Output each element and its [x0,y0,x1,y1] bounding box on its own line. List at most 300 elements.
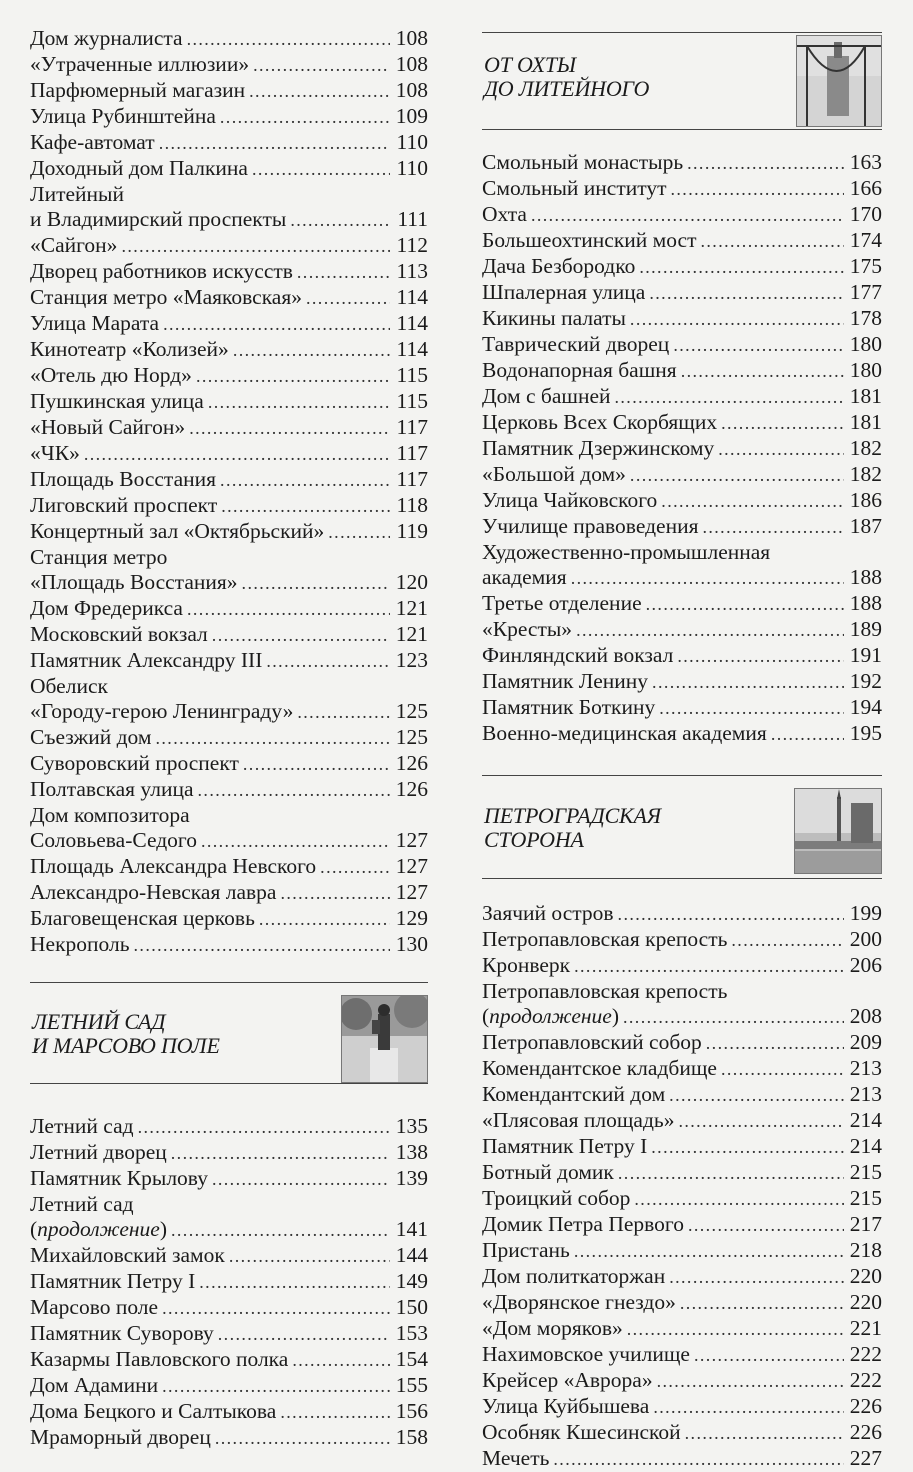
dot-leader [306,286,390,311]
dot-leader [669,1265,844,1290]
toc-entry-title: Комендантское кладбище [482,1056,717,1080]
toc-entry[interactable] [482,901,882,927]
toc-entry[interactable] [482,1316,882,1342]
toc-page-number: 114 [396,337,428,361]
dot-leader [215,1426,390,1451]
toc-page-number: 111 [397,207,428,231]
dot-leader [280,1400,390,1425]
toc-entry[interactable] [30,467,428,493]
dot-leader [297,260,390,285]
dot-leader [162,1296,390,1321]
dot-leader [199,1270,390,1295]
toc-page-number: 220 [849,1264,882,1288]
dot-leader [630,307,844,332]
toc-entry-title-line: Художественно-промышленная [482,540,771,564]
toc-entry-title: «Площадь Восстания» [30,570,238,594]
toc-entry[interactable] [482,306,882,332]
toc-entry[interactable] [30,828,428,854]
dot-leader [138,1115,390,1140]
dot-leader [661,489,844,514]
section-ot-ohty [482,32,882,130]
toc-page-number: 199 [849,901,882,925]
toc-entry[interactable] [30,622,428,648]
dot-leader [156,726,391,751]
dot-leader [212,623,390,648]
dot-leader [651,1135,844,1160]
toc-entry[interactable] [482,1030,882,1056]
dot-leader [553,1447,844,1472]
toc-entry[interactable] [482,1420,882,1446]
toc-entry[interactable] [30,906,428,932]
toc-entry[interactable] [30,932,428,958]
toc-entry-title: Улица Марата [30,311,160,335]
toc-entry-title: Соловьева-Седого [30,828,197,852]
toc-entry[interactable] [482,332,882,358]
toc-entry[interactable] [482,1160,882,1186]
toc-entry[interactable] [30,363,428,389]
toc-entry-title: Площадь Восстания [30,467,217,491]
dot-leader [706,1031,844,1056]
toc-page-number: 121 [395,596,428,620]
dot-leader [266,649,390,674]
toc-entry[interactable] [30,389,428,415]
toc-page-number: 141 [395,1217,428,1241]
toc-page-number: 113 [396,259,428,283]
toc-page-number: 126 [395,777,428,801]
toc-page-number: 125 [395,699,428,723]
toc-entry[interactable] [482,1108,882,1134]
toc-entry-title: Кикины палаты [482,306,626,330]
toc-entry[interactable] [30,285,428,311]
toc-entry-title: Памятник Петру I [30,1269,196,1293]
dot-leader [615,385,845,410]
toc-page-number: 209 [849,1030,882,1054]
toc-page-number: 109 [395,104,428,128]
toc-page-number: 110 [396,130,428,154]
toc-page-number: 114 [396,285,428,309]
toc-entry-title: Большеохтинский мост [482,228,697,252]
toc-entry-title: Лиговский проспект [30,493,218,517]
toc-entry[interactable] [30,52,428,78]
toc-entry[interactable] [482,1212,882,1238]
toc-page-number: 186 [849,488,882,512]
toc-page-number: 191 [849,643,882,667]
toc-entry[interactable] [482,150,882,176]
toc-entry-title: Дом политкаторжан [482,1264,666,1288]
dot-leader [162,1374,390,1399]
toc-page-number: 154 [395,1347,428,1371]
toc-entry-title: академия [482,565,567,589]
toc-entry[interactable] [30,699,428,725]
toc-entry-title: «Плясовая площадь» [482,1108,675,1132]
dot-leader [189,416,390,441]
toc-entry-title: Улица Рубинштейна [30,104,216,128]
toc-entry-title: Съезжий дом [30,725,152,749]
dot-leader [694,1343,844,1368]
toc-entry-title: Дом Адамини [30,1373,159,1397]
toc-entry-title: Смольный институт [482,176,667,200]
toc-entry-title: Дача Безбородко [482,254,636,278]
toc-entry[interactable] [482,669,882,695]
dot-leader [220,105,390,130]
toc-entry-title: Улица Куйбышева [482,1394,650,1418]
toc-entry-title: «Сайгон» [30,233,118,257]
toc-entry-title: Дома Бецкого и Салтыкова [30,1399,277,1423]
toc-page-number: 155 [395,1373,428,1397]
toc-entry[interactable] [30,26,428,52]
toc-entry-title: Суворовский проспект [30,751,239,775]
dot-leader [701,229,845,254]
toc-page-number: 127 [395,854,428,878]
toc-entry[interactable] [482,1368,882,1394]
toc-page-number: 208 [849,1004,882,1028]
toc-entry-title: Дворец работников искусств [30,259,293,283]
toc-entry-title: Крейсер «Аврора» [482,1368,653,1392]
toc-page-number: 149 [395,1269,428,1293]
toc-page-number: 177 [849,280,882,304]
toc-entry[interactable] [482,462,882,488]
dot-leader [574,1239,844,1264]
toc-entry-title: Военно-медицинская академия [482,721,767,745]
toc-entry-title: Троицкий собор [482,1186,631,1210]
toc-entry-title: Некрополь [30,932,130,956]
toc-list-petrogradskaya [482,901,882,1472]
toc-entry[interactable] [482,254,882,280]
dot-leader [187,597,390,622]
toc-entry[interactable] [30,519,428,545]
dot-leader [649,281,844,306]
dot-leader [171,1218,390,1243]
toc-entry-title: Михайловский замок [30,1243,225,1267]
toc-page-number: 138 [395,1140,428,1164]
dot-leader [531,203,844,228]
toc-entry[interactable] [482,695,882,721]
toc-entry[interactable] [30,1321,428,1347]
toc-entry[interactable] [30,104,428,130]
dot-leader [671,177,845,202]
toc-entry-title: Улица Чайковского [482,488,658,512]
toc-entry[interactable] [482,927,882,953]
toc-entry-title-line: Литейный [30,182,124,206]
toc-entry[interactable] [482,410,882,436]
toc-page-number: 121 [395,622,428,646]
toc-entry[interactable] [30,1217,428,1243]
toc-entry[interactable] [30,1425,428,1451]
toc-entry[interactable] [30,311,428,337]
toc-list-left-top [30,26,428,958]
toc-entry-title: (продолжение) [482,1004,619,1028]
dot-leader [134,933,390,958]
toc-page-number: 192 [849,669,882,693]
toc-entry[interactable] [30,1114,428,1140]
toc-entry[interactable] [482,488,882,514]
toc-entry-title: Охта [482,202,527,226]
toc-entry[interactable] [482,953,882,979]
dot-leader [669,1083,844,1108]
toc-entry-title: Памятник Дзержинскому [482,436,715,460]
dot-leader [187,27,390,52]
dot-leader [84,442,390,467]
toc-page-number: 129 [395,906,428,930]
toc-entry[interactable] [30,415,428,441]
toc-entry[interactable] [30,337,428,363]
toc-entry-title: «Новый Сайгон» [30,415,186,439]
toc-entry[interactable] [30,725,428,751]
toc-page-number: 119 [396,519,428,543]
toc-page-number: 117 [396,415,428,439]
toc-entry-title: Церковь Всех Скорбящих [482,410,718,434]
toc-page-number: 163 [849,150,882,174]
toc-entry[interactable] [30,1269,428,1295]
section-photo-statue [341,995,428,1083]
toc-page-number: 125 [395,725,428,749]
dot-leader [208,390,390,415]
toc-page-number: 214 [849,1108,882,1132]
toc-entry[interactable] [482,591,882,617]
toc-entry[interactable] [30,441,428,467]
toc-entry[interactable] [30,1347,428,1373]
toc-entry[interactable] [482,436,882,462]
dot-leader [702,515,844,540]
toc-entry[interactable] [30,233,428,259]
toc-page-number: 150 [395,1295,428,1319]
toc-page-number: 218 [849,1238,882,1262]
dot-leader [685,1421,844,1446]
toc-entry[interactable] [30,156,428,182]
toc-entry-title: (продолжение) [30,1217,167,1241]
toc-page-number: 195 [849,721,882,745]
toc-entry-title-line: Петропавловская крепость [482,979,728,1003]
toc-entry[interactable] [482,1004,882,1030]
toc-entry[interactable] [482,1238,882,1264]
dot-leader [574,954,844,979]
toc-list-letniy-sad [30,1114,428,1451]
toc-entry[interactable] [482,202,882,228]
toc-page-number: 215 [849,1186,882,1210]
toc-entry-title: Александро-Невская лавра [30,880,277,904]
dot-leader [630,463,844,488]
dot-leader [242,571,390,596]
toc-page-number: 166 [849,176,882,200]
toc-entry[interactable] [482,565,882,591]
toc-page-number: 123 [395,648,428,672]
toc-entry[interactable] [30,130,428,156]
dot-leader [576,618,844,643]
dot-leader [212,1167,390,1192]
toc-entry[interactable] [482,1134,882,1160]
toc-page-number: 115 [396,363,428,387]
dot-leader [328,520,390,545]
toc-entry-title: Полтавская улица [30,777,194,801]
dot-leader [731,928,844,953]
dot-leader [259,907,390,932]
toc-page-number: 170 [849,202,882,226]
toc-entry-title: Московский вокзал [30,622,208,646]
toc-page-number: 206 [849,953,882,977]
toc-page-number: 126 [395,751,428,775]
toc-page-number: 139 [395,1166,428,1190]
toc-entry[interactable] [30,1140,428,1166]
toc-entry-title: Заячий остров [482,901,614,925]
toc-entry-title: Пристань [482,1238,570,1262]
toc-entry-title: Дом с башней [482,384,611,408]
toc-page-number: 188 [849,565,882,589]
dot-leader [253,53,390,78]
toc-entry-title: Нахимовское училище [482,1342,690,1366]
toc-entry-title: Мечеть [482,1446,550,1470]
toc-entry[interactable] [482,1342,882,1368]
toc-entry-title: Памятник Петру I [482,1134,648,1158]
toc-entry-title: Комендантский дом [482,1082,666,1106]
toc-entry[interactable] [30,1166,428,1192]
toc-entry[interactable] [482,721,882,747]
toc-page-number: 226 [849,1420,882,1444]
toc-page-number: 213 [849,1082,882,1106]
toc-page-number: 182 [849,436,882,460]
toc-page-number: 112 [396,233,428,257]
toc-entry-title: Смольный монастырь [482,150,684,174]
toc-entry-title: Ботный домик [482,1160,614,1184]
toc-page-number: 200 [849,927,882,951]
toc-entry[interactable] [482,643,882,669]
toc-entry-title-italic: продолжение [489,1004,612,1028]
toc-entry[interactable] [30,570,428,596]
toc-entry[interactable] [482,384,882,410]
dot-leader [297,700,390,725]
toc-entry-title: «ЧК» [30,441,80,465]
section-letniy-sad [30,982,428,1084]
dot-leader [252,157,390,182]
dot-leader [653,1395,844,1420]
dot-leader [687,151,844,176]
toc-entry-title-line: Летний сад [30,1192,134,1216]
toc-entry-title-line: Станция метро [30,545,168,569]
toc-entry-title: «Дворянское гнездо» [482,1290,676,1314]
toc-entry[interactable] [30,1243,428,1269]
dot-leader [673,333,844,358]
toc-page-number: 222 [849,1368,882,1392]
toc-entry[interactable] [482,1394,882,1420]
toc-entry[interactable] [482,1446,882,1472]
toc-page-number: 158 [395,1425,428,1449]
dot-leader [121,234,390,259]
toc-entry-title: Домик Петра Первого [482,1212,684,1236]
toc-entry-title: Площадь Александра Невского [30,854,317,878]
toc-entry[interactable] [30,854,428,880]
dot-leader [623,1005,844,1030]
dot-leader [233,338,390,363]
toc-page-number: 187 [849,514,882,538]
dot-leader [680,1291,844,1316]
toc-entry[interactable] [30,207,428,233]
toc-page-number: 227 [849,1446,882,1470]
toc-page-number: 175 [849,254,882,278]
toc-page-number: 188 [849,591,882,615]
toc-entry-title: Станция метро «Маяковская» [30,285,302,309]
toc-entry[interactable] [30,880,428,906]
dot-leader [221,494,390,519]
toc-entry[interactable] [30,751,428,777]
toc-entry[interactable] [482,617,882,643]
dot-leader [652,670,844,695]
dot-leader [243,752,390,777]
toc-entry-title: Мраморный дворец [30,1425,211,1449]
toc-entry[interactable] [30,1399,428,1425]
toc-page-number: 127 [395,880,428,904]
toc-entry-title: Таврический дворец [482,332,670,356]
toc-entry[interactable] [482,358,882,384]
section-title: ПЕТРОГРАДСКАЯ СТОРОНА [484,803,661,852]
toc-entry-title: Летний сад [30,1114,134,1138]
toc-entry[interactable] [482,228,882,254]
section-petrogradskaya [482,775,882,879]
dot-leader [627,1317,844,1342]
toc-entry-title: «Городу-герою Ленинграду» [30,699,294,723]
section-title: ЛЕТНИЙ САД И МАРСОВО ПОЛЕ [32,1009,220,1058]
toc-entry[interactable] [482,1264,882,1290]
toc-entry-title-line: Дом композитора [30,803,190,827]
dot-leader [292,1348,390,1373]
dot-leader [771,722,844,747]
toc-page-number: 115 [396,389,428,413]
toc-page-number: 181 [849,410,882,434]
toc-entry[interactable] [30,648,428,674]
toc-entry-title: Училище правоведения [482,514,699,538]
toc-entry[interactable] [30,78,428,104]
toc-entry[interactable] [482,1056,882,1082]
toc-entry[interactable] [482,1186,882,1212]
toc-page-number: 181 [849,384,882,408]
toc-page-number: 144 [395,1243,428,1267]
dot-leader [171,1141,390,1166]
toc-entry-title: Памятник Александру III [30,648,263,672]
dot-leader [571,566,844,591]
left-column [30,26,428,1451]
toc-page-number: 180 [849,358,882,382]
toc-entry-title: Кронверк [482,953,571,977]
toc-page-number: 213 [849,1056,882,1080]
toc-entry-title: Памятник Боткину [482,695,656,719]
toc-entry[interactable] [482,176,882,202]
dot-leader [618,1161,844,1186]
toc-entry[interactable] [482,1082,882,1108]
toc-page-number: 226 [849,1394,882,1418]
toc-entry[interactable] [30,777,428,803]
dot-leader [249,79,390,104]
toc-entry-title: Водонапорная башня [482,358,677,382]
dot-leader [677,644,844,669]
dot-leader [718,437,844,462]
toc-entry[interactable] [30,493,428,519]
toc-page-number: 178 [849,306,882,330]
toc-entry[interactable] [30,596,428,622]
toc-entry[interactable] [482,514,882,540]
toc-entry-title: Дом Фредерикса [30,596,183,620]
toc-entry-title: Концертный зал «Октябрьский» [30,519,325,543]
toc-page-number: 189 [849,617,882,641]
toc-page-number: 120 [395,570,428,594]
toc-page-number: 174 [849,228,882,252]
toc-entry[interactable] [30,259,428,285]
toc-entry-title: Пушкинская улица [30,389,204,413]
toc-entry-title: Кинотеатр «Колизей» [30,337,229,361]
toc-entry[interactable] [482,280,882,306]
toc-entry-title: «Дом моряков» [482,1316,623,1340]
toc-entry[interactable] [30,1295,428,1321]
toc-entry[interactable] [482,1290,882,1316]
toc-entry-title: Доходный дом Палкина [30,156,248,180]
toc-entry[interactable] [30,1373,428,1399]
